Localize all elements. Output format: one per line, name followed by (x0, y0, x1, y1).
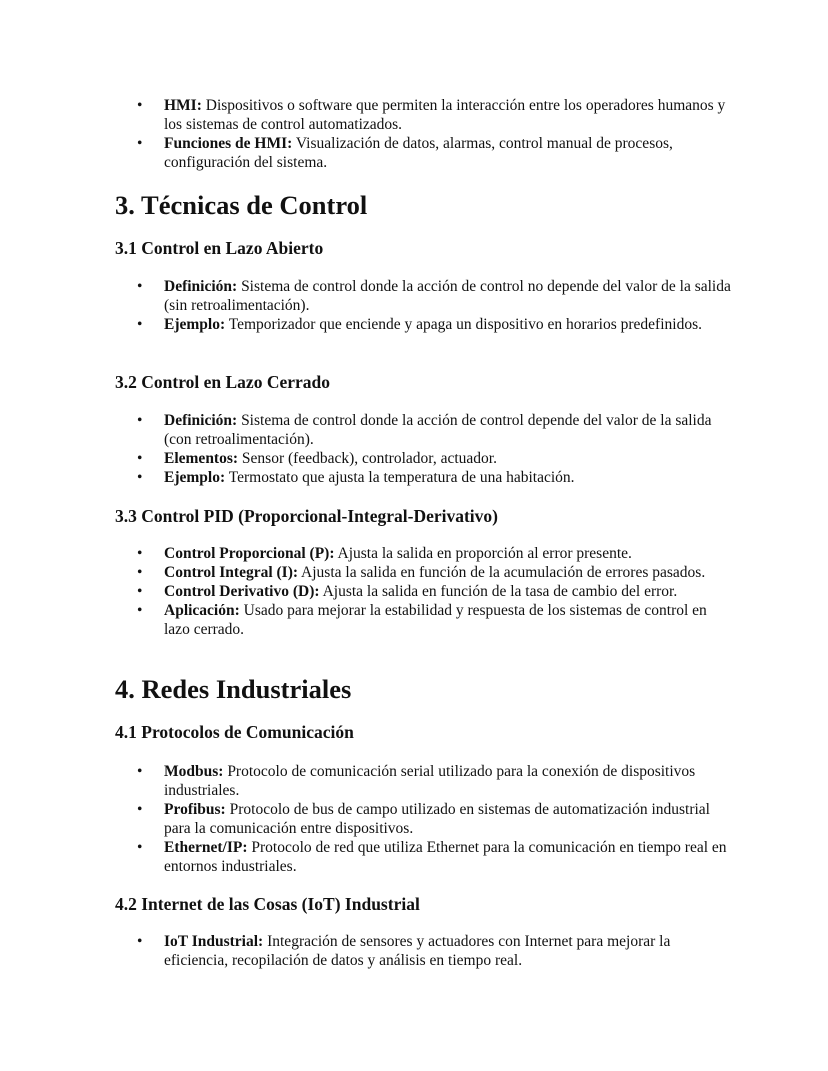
subsection-4-1-heading-block (115, 721, 735, 743)
list-item (115, 411, 735, 449)
list-item-text: Protocolo de comunicación serial utilizado para la conexión de dispositivos industriales. (164, 763, 696, 799)
list-item-text: Termostato que ajusta la temperatura de una habitación. (225, 469, 575, 486)
list-item (115, 800, 735, 838)
list-item-term: Ejemplo: (164, 469, 226, 486)
section-3-title: 3. Técnicas de Control (115, 190, 368, 220)
list-item-text: Sensor (feedback), controlador, actuador. (238, 450, 497, 467)
list-item-text: Integración de sensores y actuadores con Internet para mejorar la eficiencia, recopilación de datos y análisis en tiempo real. (164, 933, 671, 969)
subsection-3-3-list (115, 544, 735, 639)
list-item-term: Definición: (164, 278, 238, 295)
list-item-term: Profibus: (164, 801, 226, 818)
section-4-title: 4. Redes Industriales (115, 674, 352, 704)
list-item-text: Ajusta la salida en proporción al error presente. (334, 545, 632, 562)
subsection-3-3-title: 3.3 Control PID (Proporcional-Integral-Derivativo) (115, 506, 499, 526)
list-item-term: Control Integral (I): (164, 564, 299, 581)
list-item-text: Usado para mejorar la estabilidad y respuesta de los sistemas de control en lazo cerrado. (164, 602, 707, 638)
list-item-term: Definición: (164, 412, 238, 429)
list-item-text: Sistema de control donde la acción de control no depende del valor de la salida (sin retroalimentación). (164, 278, 731, 314)
list-item (115, 563, 735, 582)
list-item-term: Elementos: (164, 450, 239, 467)
subsection-4-2-list-block (115, 932, 735, 970)
hmi-list (115, 96, 735, 172)
list-item (115, 762, 735, 800)
subsection-3-1-title: 3.1 Control en Lazo Abierto (115, 238, 324, 258)
list-item (115, 838, 735, 876)
list-item (115, 544, 735, 563)
list-item (115, 134, 735, 172)
subsection-4-1-list (115, 762, 735, 876)
list-item-text: Visualización de datos, alarmas, control manual de procesos, configuración del sistema. (164, 135, 673, 171)
list-item (115, 277, 735, 315)
list-item (115, 601, 735, 639)
list-item-text: Protocolo de bus de campo utilizado en sistemas de automatización industrial para la comunicación entre dispositivos. (164, 801, 710, 837)
subsection-3-1-heading-block (115, 237, 735, 259)
subsection-3-1-list (115, 277, 735, 334)
list-item-term: Ethernet/IP: (164, 839, 248, 856)
list-item (115, 449, 735, 468)
list-item-term: IoT Industrial: (164, 933, 264, 950)
list-item-term: Control Derivativo (D): (164, 583, 320, 600)
subsection-3-3-list-block (115, 544, 735, 639)
list-item-term: Ejemplo: (164, 316, 226, 333)
list-item-text: Protocolo de red que utiliza Ethernet para la comunicación en tiempo real en entornos industriales. (164, 839, 727, 875)
list-item-text: Sistema de control donde la acción de control depende del valor de la salida (con retroalimentación). (164, 412, 712, 448)
subsection-3-2-heading-block (115, 371, 735, 393)
subsection-3-1-list-block (115, 277, 735, 334)
hmi-list-block (115, 96, 735, 172)
list-item (115, 315, 735, 334)
list-item (115, 932, 735, 970)
list-item-term: Modbus: (164, 763, 224, 780)
subsection-3-2-list (115, 411, 735, 487)
subsection-3-2-title: 3.2 Control en Lazo Cerrado (115, 372, 330, 392)
list-item (115, 582, 735, 601)
list-item-text: Dispositivos o software que permiten la interacción entre los operadores humanos y los sistemas de control automatizados. (164, 97, 726, 133)
section-3-heading-block (115, 190, 735, 220)
list-item-term: Control Proporcional (P): (164, 545, 335, 562)
subsection-4-2-heading-block (115, 893, 735, 915)
subsection-4-2-title: 4.2 Internet de las Cosas (IoT) Industrial (115, 894, 420, 914)
list-item-text: Ajusta la salida en función de la acumulación de errores pasados. (298, 564, 706, 581)
subsection-3-3-heading-block (115, 505, 735, 527)
list-item-text: Temporizador que enciende y apaga un dispositivo en horarios predefinidos. (225, 316, 702, 333)
subsection-4-1-list-block (115, 762, 735, 876)
list-item (115, 468, 735, 487)
list-item-term: HMI: (164, 97, 202, 114)
subsection-3-2-list-block (115, 411, 735, 487)
list-item-term: Funciones de HMI: (164, 135, 293, 152)
subsection-4-2-list (115, 932, 735, 970)
section-4-heading-block (115, 674, 735, 704)
list-item (115, 96, 735, 134)
list-item-term: Aplicación: (164, 602, 240, 619)
subsection-4-1-title: 4.1 Protocolos de Comunicación (115, 722, 354, 742)
list-item-text: Ajusta la salida en función de la tasa de cambio del error. (319, 583, 678, 600)
